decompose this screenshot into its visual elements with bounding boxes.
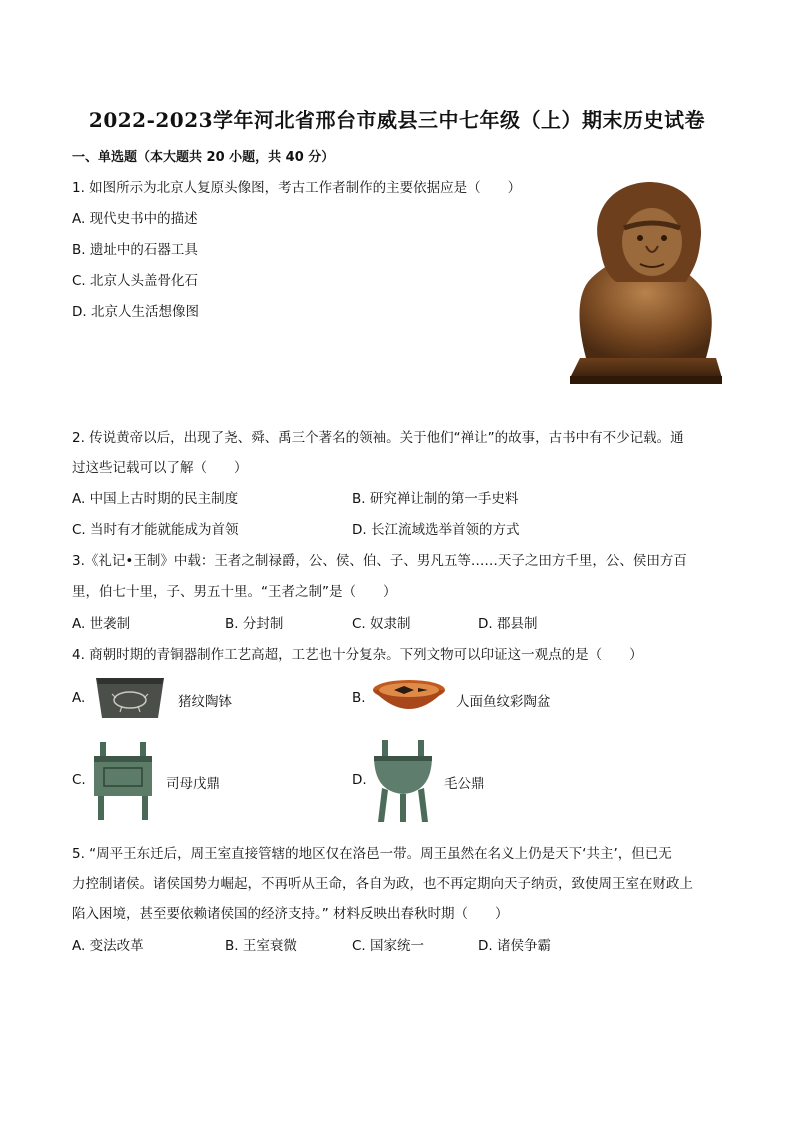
q2-option-c[interactable]: C. 当时有才能就能成为首领 <box>72 522 239 538</box>
q1-option-c[interactable]: C. 北京人头盖骨化石 <box>72 273 199 289</box>
q3-option-b[interactable]: B. 分封制 <box>225 616 284 632</box>
q5-option-d[interactable]: D. 诸侯争霸 <box>478 938 551 954</box>
q4-option-d-label: 毛公鼎 <box>444 776 485 792</box>
q3-option-a[interactable]: A. 世袭制 <box>72 616 131 632</box>
section-heading: 一、单选题（本大题共 20 小题，共 40 分） <box>72 150 335 165</box>
q4-option-a-label: 猪纹陶钵 <box>178 694 232 710</box>
q4-option-c-label: 司母戊鼎 <box>166 776 220 792</box>
q5-option-b[interactable]: B. 王室衰微 <box>225 938 297 954</box>
q4-option-a-letter[interactable]: A. <box>72 690 86 706</box>
q4-option-d-letter[interactable]: D. <box>352 772 367 788</box>
q2-option-a[interactable]: A. 中国上古时期的民主制度 <box>72 491 239 507</box>
pig-pattern-bowl-image[interactable] <box>92 672 168 724</box>
q5-stem-line1: 5. “周平王东迁后，周王室直接管辖的地区仅在洛邑一带。周王虽然在名义上仍是天下‘共主’，但已无 <box>72 846 672 862</box>
q4-stem: 4. 商朝时期的青铜器制作工艺高超，工艺也十分复杂。下列文物可以印证这一观点的是（ ） <box>72 647 643 663</box>
q3-stem-line2: 里，伯七十里，子、男五十里。“王者之制”是（ ） <box>72 584 397 600</box>
q4-option-b-letter[interactable]: B. <box>352 690 366 706</box>
q2-stem-line2: 过这些记载可以了解（ ） <box>72 460 248 476</box>
q2-stem-line1: 2. 传说黄帝以后，出现了尧、舜、禹三个著名的领袖。关于他们“禅让”的故事，古书中有不少记载。通 <box>72 430 684 446</box>
q1-option-b[interactable]: B. 遗址中的石器工具 <box>72 242 198 258</box>
q4-option-c-letter[interactable]: C. <box>72 772 86 788</box>
fish-face-pottery-basin-image[interactable] <box>370 676 448 720</box>
simuwu-ding-image[interactable] <box>90 740 156 822</box>
peking-man-bust-image <box>566 178 722 386</box>
q3-stem-line1: 3.《礼记•王制》中载：王者之制禄爵，公、侯、伯、子、男凡五等……天子之田方千里，公、侯田方百 <box>72 553 687 569</box>
q5-stem-line2: 力控制诸侯。诸侯国势力崛起，不再听从王命，各自为政，也不再定期向天子纳贡，致使周王室在财政上 <box>72 876 693 892</box>
q2-option-b[interactable]: B. 研究禅让制的第一手史料 <box>352 491 519 507</box>
maogong-ding-image[interactable] <box>370 738 436 824</box>
q4-option-b-label: 人面鱼纹彩陶盆 <box>456 694 551 710</box>
exam-title: 2022-2023学年河北省邢台市威县三中七年级（上）期末历史试卷 <box>88 108 706 132</box>
q5-option-c[interactable]: C. 国家统一 <box>352 938 425 954</box>
q5-stem-line3: 陷入困境，甚至要依赖诸侯国的经济支持。” 材料反映出春秋时期（ ） <box>72 906 509 922</box>
q3-option-c[interactable]: C. 奴隶制 <box>352 616 411 632</box>
q1-option-d[interactable]: D. 北京人生活想像图 <box>72 304 199 320</box>
q5-option-a[interactable]: A. 变法改革 <box>72 938 144 954</box>
q2-option-d[interactable]: D. 长江流域选举首领的方式 <box>352 522 520 538</box>
q3-option-d[interactable]: D. 郡县制 <box>478 616 538 632</box>
q1-option-a[interactable]: A. 现代史书中的描述 <box>72 211 198 227</box>
q1-stem: 1. 如图所示为北京人复原头像图，考古工作者制作的主要依据应是（ ） <box>72 180 522 196</box>
